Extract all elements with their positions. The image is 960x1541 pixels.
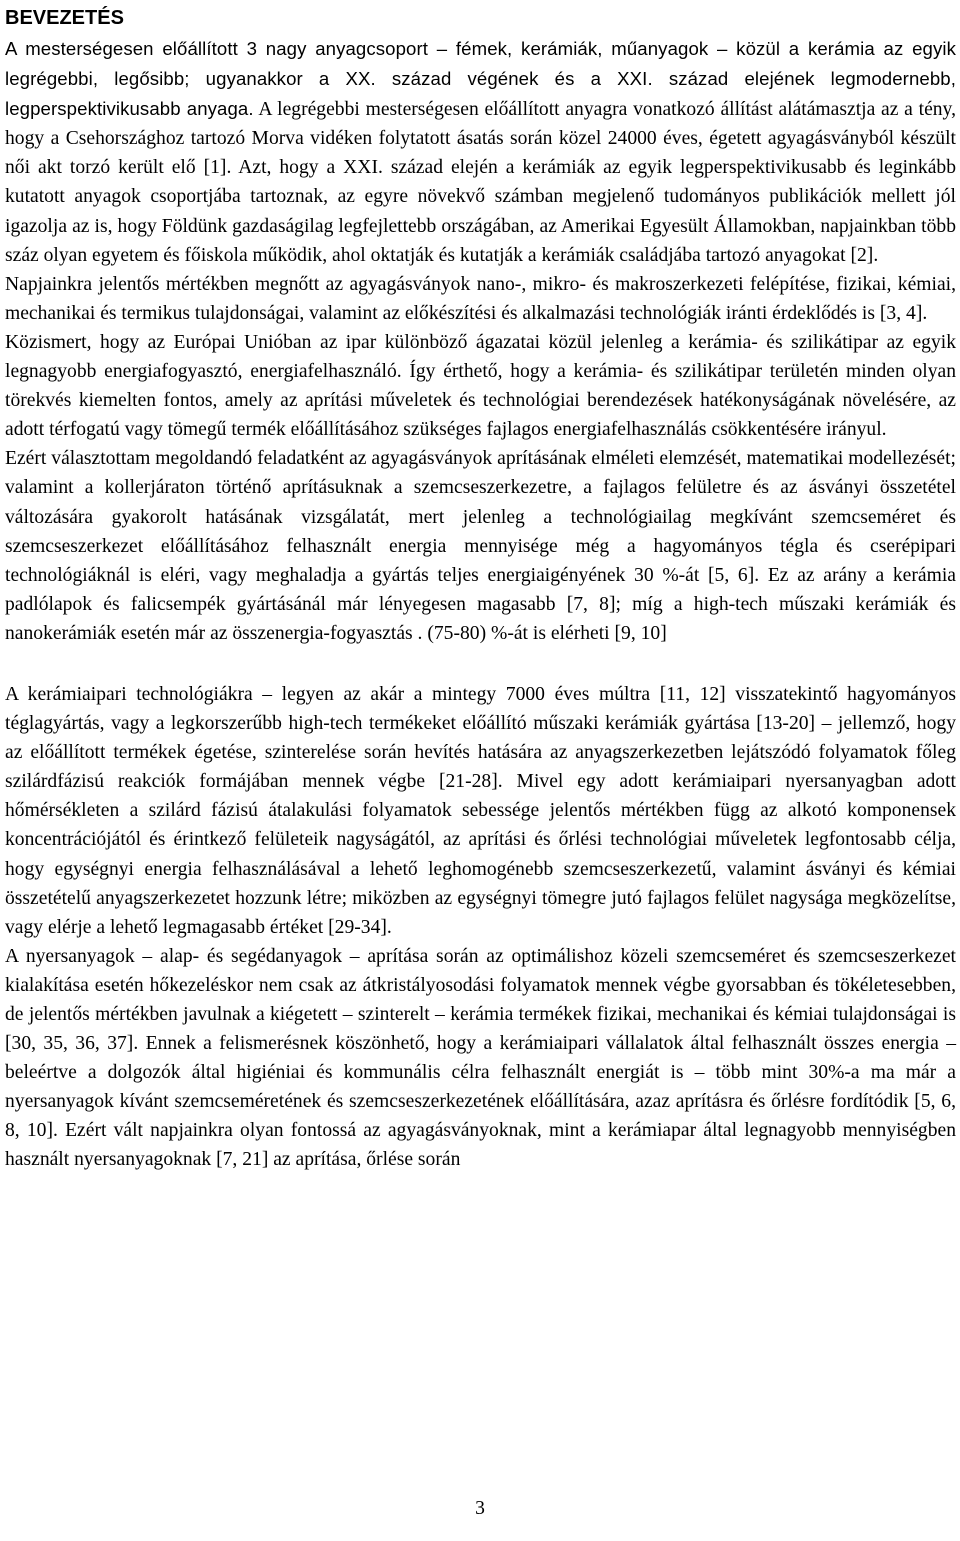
body-paragraph-1: A kerámiaipari technológiákra – legyen az akár a mintegy 7000 éves múltra [11, 12] visszatekintő hagyományos téglagyártás, vagy a legkorszerűbb high-tech termékeket előállító műszaki kerámiák gyártása [13-20] – jellemző, hogy az előállított termékek égetése, szinterelése során hevítés hatására az anyagszerkezetben lejátszódó folyamatok főleg szilárdfázisú reakciók formájában mennek végbe [21-28]. Mivel egy adott kerámiaipari nyersanyagban adott hőmérsékleten a szilárd fázisú átalakulási folyamatok sebessége jelentős mértékben függ az alkotó komponensek koncentrációjától és érintkező felületeik nagyságától, az aprítási és őrlési technológiai műveletek legfontosabb célja, hogy egységnyi energia felhasználásával a lehető leghomogénebb szemcseszerkezetű, valamint ásványi és kémiai összetételű anyagszerkezetet hozzunk létre; miközben az egységnyi tömegre jutó fajlagos felület nagysága megközelítse, vagy elérje a lehető legmagasabb értéket [29-34]. (5, 683, 956, 938)
body-paragraph-2: A nyersanyagok – alap- és segédanyagok – aprítása során az optimálishoz közeli szemcseméret és szemcseszerkezet kialakítása esetén hőkezeléskor nem csak az átkristályosodási folyamatok mennek végbe gyorsabban és tökéletesebben, de jelentős mértékben javulnak a kiégetett – szinterelt – kerámia termékek fizikai, mechanikai és kémiai tulajdonságai is [30, 35, 36, 37]. Ennek a felismerésnek köszönhető, hogy a kerámiaipari vállalatok által felhasznált összes energia – beleértve a dolgozók által higiéniai és kommunális célra felhasznált energiát is – több mint 30%-a ma már a nyersanyagok kívánt szemcseméretének és szemcseszerkezetének előállítására, azaz aprításra és őrlésre fordítódik [5, 6, 8, 10]. Ezért vált napjainkra olyan fontossá az agyagásványoknak, mint a kerámiapar által legnagyobb mennyiségben használt nyersanyagoknak [7, 21] az aprítása, őrlése során (5, 945, 956, 1171)
body-block (5, 680, 956, 1175)
intro-text-3: Közismert, hogy az Európai Unióban az ipar különböző ágazatai közül jelenleg a kerámia- és szilikátipar az egyik legnagyobb energiafogyasztó, energiafelhasználó. Így érthető, hogy a kerámia- és szilikátipar területén minden olyan törekvés kiemelten fontos, amely az aprítási műveletek és technológiai berendezések hatékonyságának növelésére, az adott térfogatú vagy tömegű termék előállításához szükséges fajlagos energiafelhasználás csökkentésére irányul. (5, 331, 956, 441)
intro-text-4: Ezért választottam megoldandó feladatként az agyagásványok aprításának elméleti elemzését, matematikai modellezését; valamint a kollerjáraton történő aprításuknak a szemcseszerkezetre, a fajlagos felületre és az ásványi összetétel változására gyakorolt hatásának vizsgálatát, mert jelenleg a technológiailag megkívánt szemcseméret és szemcseszerkezet előállításához felhasznált energia mennyisége még a hagyományos tégla és cserépipari technológiáknál is eléri, vagy meghaladja a gyártás teljes energiaigényének 30 %-át [5, 6]. Ez az arány a kerámia padlólapok és falicsempék gyártásánál már lényegesen magasabb [7, 8]; míg a high-tech műszaki kerámiák és nanokerámiák esetén már az összenergia-fogyasztás . (75-80) %-át is elérheti [9, 10] (5, 448, 956, 644)
intro-block (5, 34, 956, 648)
intro-text-2: Napjainkra jelentős mértékben megnőtt az agyagásványok nano-, mikro- és makroszerkezeti felépítése, fizikai, kémiai, mechanikai és termikus tulajdonságai, valamint az előkészítési és alkalmazási technológiák iránti érdeklődés is [3, 4]. (5, 273, 956, 324)
section-heading: BEVEZETÉS (5, 7, 124, 29)
paragraph-gap (5, 648, 956, 680)
intro-text-1: A legrégebbi mesterségesen előállított anyagra vonatkozó állítást alátámasztja az a tény, hogy a Csehországhoz tartozó Morva vidéken folytatott ásatás során közel 24000 éves, égetett agyagásványból készült női akt torzó került elő [1]. Azt, hogy a XXI. század elején a kerámiák az egyik legperspektivikusabb és leginkább kutatott anyagok csoportjába tartoznak, az egyre növekvő számban megjelenő tudományos publikációk mellett jól igazolja az is, hogy Földünk gazdaságilag legfejlettebb országában, az Amerikai Egyesült Államokban, napjainkban több száz olyan egyetem és főiskola működik, ahol oktatják és kutatják a kerámiák családjába tartozó anyagokat [2]. (5, 99, 956, 266)
intro-sans-text: A mesterségesen előállított 3 nagy anyagcsoport – fémek, kerámiák, műanyagok – közül a kerámia az egyik legrégebbi, legősibb; ugyanakkor a XX. század végének és a XXI. század elejének legmodernebb, legperspektivikusabb anyaga. (5, 38, 956, 120)
page-number: 3 (475, 1498, 485, 1519)
